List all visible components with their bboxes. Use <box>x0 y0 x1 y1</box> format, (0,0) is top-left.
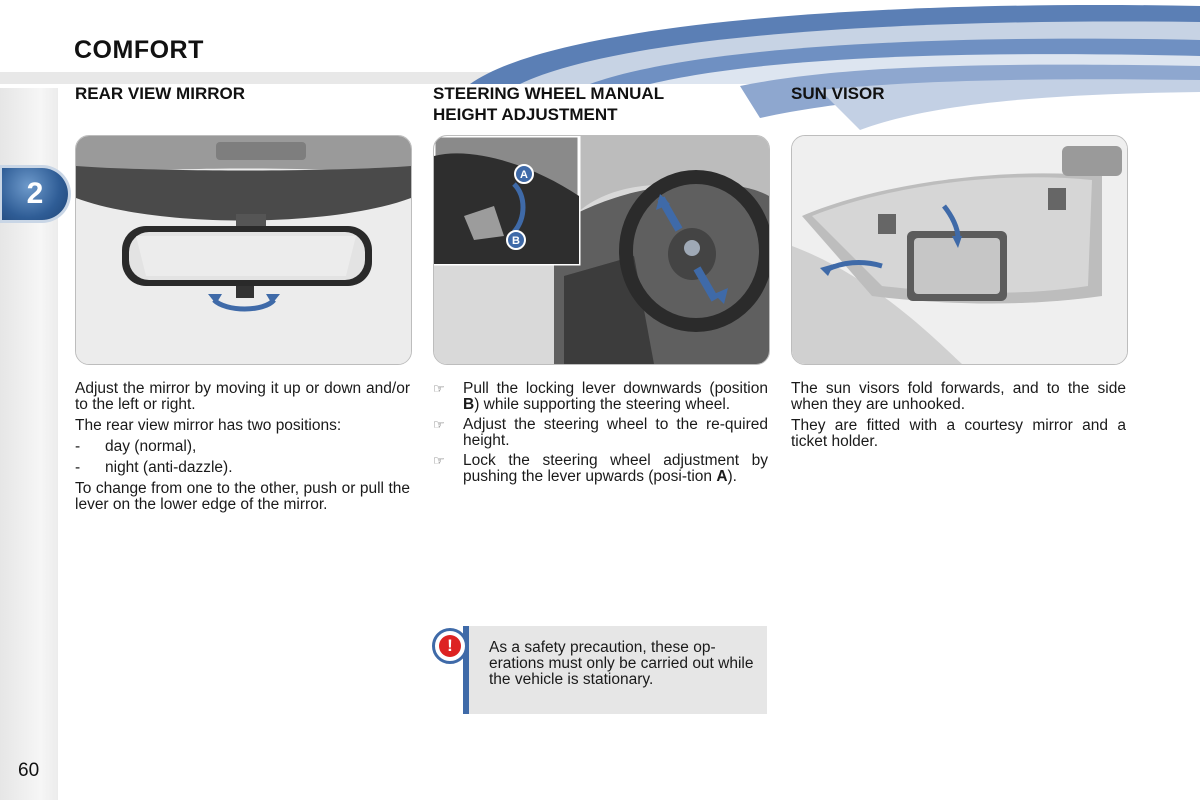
mirror-closing-paragraph: To change from one to the other, push or pull the lever on the lower edge of the mirror. <box>75 480 410 513</box>
pointing-hand-icon: ☞ <box>433 417 445 432</box>
list-item: - night (anti-dazzle). <box>75 459 233 476</box>
page-number: 60 <box>18 760 40 781</box>
sun-visor-illustration <box>791 135 1128 365</box>
mirror-paragraph-1: Adjust the mirror by moving it up or down and/or to the left or right. <box>75 380 410 413</box>
warning-icon: ! <box>432 628 468 664</box>
rear-view-mirror-text <box>75 381 410 518</box>
mirror-paragraph-2: The rear view mirror has two positions: <box>75 417 342 434</box>
list-item: - day (normal), <box>75 438 197 455</box>
section-title-sun-visor: SUN VISOR <box>791 84 885 103</box>
section-title-line-2: HEIGHT ADJUSTMENT <box>433 105 618 124</box>
section-title-steering-wheel <box>433 83 664 125</box>
safety-warning-text: As a safety precaution, these op-erations must only be carried out while the vehicle is stationary. <box>489 639 754 688</box>
position-b-label: B <box>512 235 520 247</box>
list-item: ☞ Adjust the steering wheel to the re-quired height. <box>433 416 768 449</box>
visor-paragraph-1: The sun visors fold forwards, and to the side when they are unhooked. <box>791 380 1126 413</box>
list-item: ☞ Pull the locking lever downwards (position B) while supporting the steering wheel. <box>433 380 768 413</box>
steering-wheel-text <box>433 381 768 489</box>
pointing-hand-icon: ☞ <box>433 453 445 468</box>
safety-warning-box <box>463 626 767 714</box>
page-title: COMFORT <box>74 36 204 64</box>
sun-visor-text <box>791 381 1126 455</box>
pointing-hand-icon: ☞ <box>433 381 445 396</box>
mirror-position-night: night (anti-dazzle). <box>105 459 233 476</box>
rear-view-mirror-illustration <box>75 135 412 365</box>
steering-wheel-illustration <box>433 135 770 365</box>
visor-paragraph-2: They are fitted with a courtesy mirror and a ticket holder. <box>791 417 1126 450</box>
section-title-rear-view-mirror: REAR VIEW MIRROR <box>75 84 245 103</box>
chapter-tab[interactable]: 2 <box>2 168 68 220</box>
position-a-label: A <box>520 169 528 181</box>
section-title-line-1: STEERING WHEEL MANUAL <box>433 84 665 103</box>
list-item: ☞ Lock the steering wheel adjustment by pushing the lever upwards (posi-tion A). <box>433 452 768 485</box>
mirror-position-day: day (normal), <box>105 438 197 455</box>
